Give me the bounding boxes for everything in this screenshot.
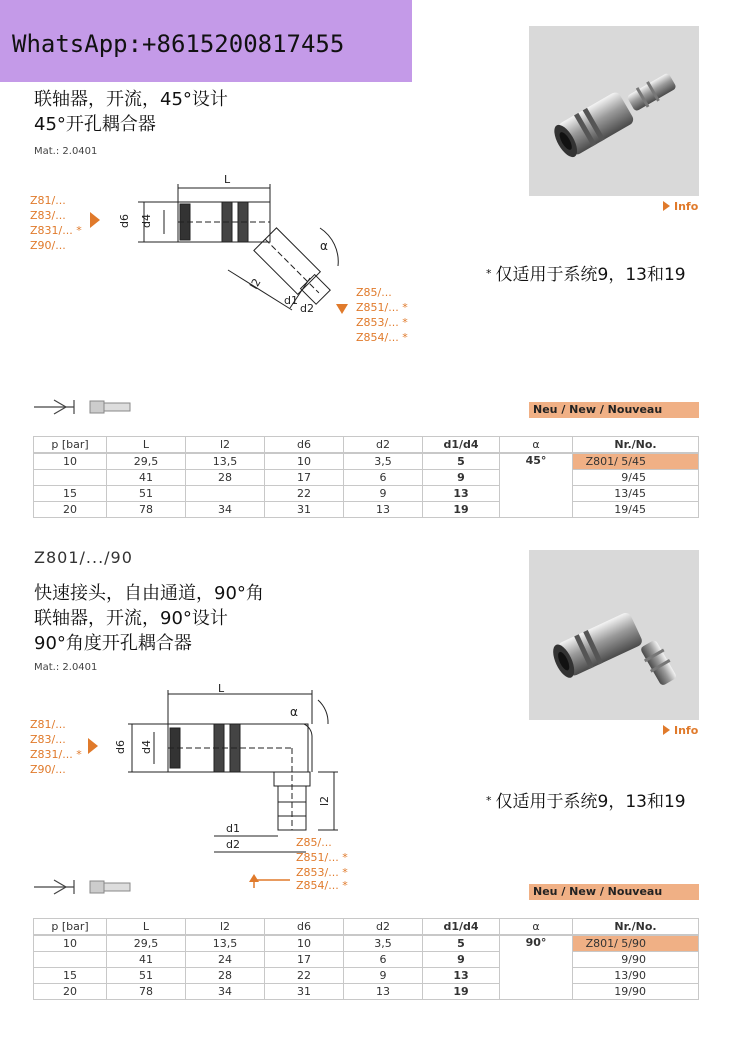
table-cell: 6 (344, 470, 423, 486)
table-cell: 13/45 (573, 486, 699, 502)
section1-right-ref-4: Z854/... * (356, 331, 408, 344)
col-header: d2 (344, 437, 423, 454)
table-cell: 78 (107, 502, 186, 518)
table-cell: 9/90 (573, 952, 699, 968)
section2-left-ref-1: Z81/... (30, 718, 66, 731)
section1-system-note (486, 260, 686, 285)
table-cell: 51 (107, 486, 186, 502)
angled-coupling-90-image (529, 550, 699, 720)
section1-dim-d6: d6 (118, 214, 131, 228)
section1-product-photo (529, 26, 699, 196)
table-cell: 5 (423, 935, 500, 952)
table-cell: 13,5 (186, 453, 265, 470)
coupling-symbol-icon (90, 881, 130, 893)
table-cell: 9 (423, 470, 500, 486)
table-cell: 13 (344, 984, 423, 1000)
table-row (34, 935, 699, 952)
table-cell: 13 (344, 502, 423, 518)
section1-dim-d4: d4 (140, 214, 153, 228)
section1-left-arrow-icon (90, 212, 100, 228)
section2-product-photo (529, 550, 699, 720)
table-cell: 15 (34, 968, 107, 984)
table-cell: 20 (34, 502, 107, 518)
section2-dim-L: L (218, 682, 225, 695)
table-cell: 22 (265, 968, 344, 984)
section2-right-ref-2: Z851/... * (296, 851, 348, 864)
angled-coupling-45-image (529, 26, 699, 196)
table-cell: 29,5 (107, 935, 186, 952)
table-cell: Z801/ 5/45 (573, 453, 699, 470)
section2-left-ref-3: Z831/... * (30, 748, 82, 761)
table-cell: 9 (344, 486, 423, 502)
table-cell: 90° (500, 935, 573, 1000)
section2-system-note (486, 787, 686, 812)
section2-left-ref-4: Z90/... (30, 763, 66, 776)
table-cell: 3,5 (344, 935, 423, 952)
table-cell: 22 (265, 486, 344, 502)
col-header: d6 (265, 919, 344, 936)
section1-new-badge: Neu / New / Nouveau (529, 402, 699, 418)
section2-spec-table (33, 918, 699, 1000)
table-row (34, 453, 699, 470)
col-header: p [bar] (34, 919, 107, 936)
table-cell: 34 (186, 502, 265, 518)
table-row (34, 952, 699, 968)
table-cell: 10 (34, 935, 107, 952)
section1-right-ref-2: Z851/... * (356, 301, 408, 314)
section1-dim-d2: d2 (300, 302, 314, 315)
section2-material: Mat.: 2.0401 (34, 662, 98, 673)
table-row (34, 984, 699, 1000)
section1-technical-drawing (28, 170, 428, 350)
section2-dim-d1: d1 (226, 822, 240, 835)
section2-desc-line2: 联轴器，开流，90°设计 (34, 608, 228, 629)
col-header: Nr./No. (573, 919, 699, 936)
section2-dim-l2: l2 (318, 795, 331, 806)
note-star: * (486, 267, 492, 280)
note-text: 仅适用于系统9，13和19 (495, 792, 686, 812)
section1-left-ref-4: Z90/... (30, 239, 66, 252)
section1-dim-alpha: α (320, 239, 328, 253)
table-cell (34, 952, 107, 968)
table-cell: 31 (265, 984, 344, 1000)
section1-left-ref-3: Z831/... * (30, 224, 82, 237)
section1-spec-table (33, 436, 699, 518)
section1-right-ref-1: Z85/... (356, 286, 392, 299)
coupling-symbol-icon (90, 401, 130, 413)
section1-dim-d1: d1 (284, 294, 298, 307)
col-header: l2 (186, 437, 265, 454)
section1-info-link[interactable]: Info (663, 200, 698, 213)
table-cell: 10 (265, 935, 344, 952)
section2-symbols (34, 877, 134, 897)
section1-dim-l2: l2 (247, 276, 264, 292)
section2-dim-d2: d2 (226, 838, 240, 851)
section2-dim-d6: d6 (114, 740, 127, 754)
table-cell: 13/90 (573, 968, 699, 984)
table-cell: 5 (423, 453, 500, 470)
table-cell: Z801/ 5/90 (573, 935, 699, 952)
section1-dim-L: L (224, 173, 231, 186)
section2-info-link[interactable]: Info (663, 724, 698, 737)
table-cell: 13 (423, 968, 500, 984)
section2-desc-line1: 快速接头，自由通道，90°角 (34, 583, 264, 604)
section1-symbols (34, 397, 134, 417)
table-cell: 28 (186, 968, 265, 984)
section1-material: Mat.: 2.0401 (34, 146, 98, 157)
col-header: p [bar] (34, 437, 107, 454)
section2-desc-line3: 90°角度开孔耦合器 (34, 633, 192, 654)
table-cell: 15 (34, 486, 107, 502)
table-cell: 24 (186, 952, 265, 968)
table-cell: 10 (34, 453, 107, 470)
table-row (34, 470, 699, 486)
table-cell: 51 (107, 968, 186, 984)
col-header: L (107, 919, 186, 936)
table-cell: 29,5 (107, 453, 186, 470)
table-cell: 41 (107, 470, 186, 486)
table-cell (34, 470, 107, 486)
section2-new-badge: Neu / New / Nouveau (529, 884, 699, 900)
table-cell (186, 486, 265, 502)
table-header-row (34, 437, 699, 454)
col-header: d1/d4 (423, 437, 500, 454)
table-cell: 3,5 (344, 453, 423, 470)
whatsapp-watermark (0, 0, 412, 82)
table-cell: 17 (265, 470, 344, 486)
section2-right-ref-4: Z854/... * (296, 879, 348, 890)
col-header: l2 (186, 919, 265, 936)
table-row (34, 486, 699, 502)
table-cell: 9/45 (573, 470, 699, 486)
table-cell: 31 (265, 502, 344, 518)
table-cell: 19/90 (573, 984, 699, 1000)
table-cell: 28 (186, 470, 265, 486)
table-row (34, 968, 699, 984)
table-cell: 19/45 (573, 502, 699, 518)
section1-desc-line2: 45°开孔耦合器 (34, 114, 156, 135)
note-text: 仅适用于系统9，13和19 (495, 265, 686, 285)
note-star: * (486, 794, 492, 807)
table-row (34, 502, 699, 518)
section2-right-ref-3: Z853/... * (296, 866, 348, 879)
section1-right-arrow-icon (336, 304, 348, 314)
col-header: L (107, 437, 186, 454)
section2-up-arrow-icon (249, 874, 290, 888)
table-cell: 19 (423, 984, 500, 1000)
section1-left-ref-1: Z81/... (30, 194, 66, 207)
table-cell: 45° (500, 453, 573, 518)
table-cell: 9 (423, 952, 500, 968)
watermark-text: WhatsApp:+8615200817455 (12, 30, 345, 58)
table-cell: 9 (344, 968, 423, 984)
table-cell: 6 (344, 952, 423, 968)
section2-series-title: Z801/.../90 (34, 548, 133, 567)
table-cell: 13 (423, 486, 500, 502)
table-cell: 13,5 (186, 935, 265, 952)
section1-desc-line1: 联轴器，开流，45°设计 (34, 89, 228, 110)
section2-right-ref-1: Z85/... (296, 836, 332, 849)
col-header: α (500, 437, 573, 454)
table-header-row (34, 919, 699, 936)
table-cell: 10 (265, 453, 344, 470)
section2-left-arrow-icon (88, 738, 98, 754)
section1-left-ref-2: Z83/... (30, 209, 66, 222)
table-cell: 41 (107, 952, 186, 968)
section1-right-ref-3: Z853/... * (356, 316, 408, 329)
col-header: d2 (344, 919, 423, 936)
table-cell: 78 (107, 984, 186, 1000)
section2-dim-alpha: α (290, 705, 298, 719)
table-cell: 20 (34, 984, 107, 1000)
section2-dim-d4: d4 (140, 740, 153, 754)
section2-left-ref-2: Z83/... (30, 733, 66, 746)
col-header: α (500, 919, 573, 936)
section2-technical-drawing (28, 680, 428, 890)
col-header: d1/d4 (423, 919, 500, 936)
table-cell: 34 (186, 984, 265, 1000)
table-cell: 17 (265, 952, 344, 968)
col-header: d6 (265, 437, 344, 454)
col-header: Nr./No. (573, 437, 699, 454)
table-cell: 19 (423, 502, 500, 518)
